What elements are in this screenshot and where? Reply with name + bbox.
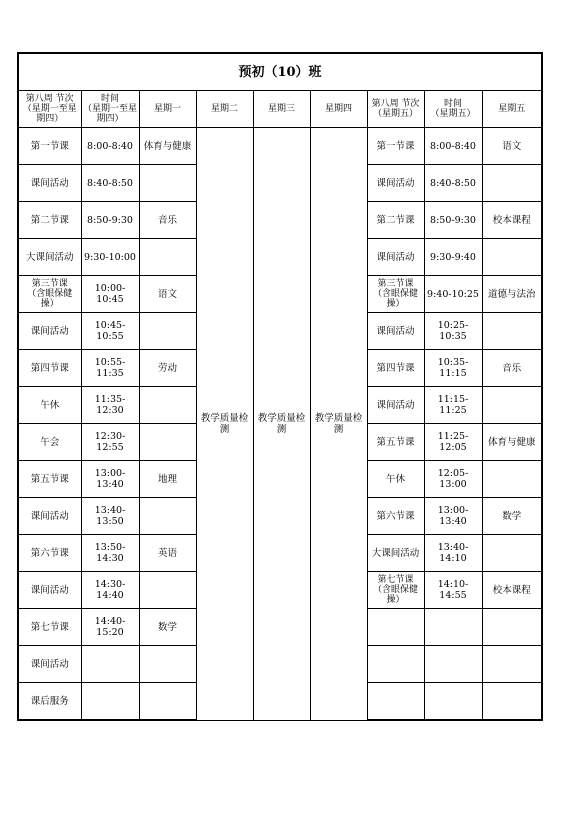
period-cell-mon-thu: 课间活动 — [18, 572, 81, 609]
time-cell-fri: 14:10-14:55 — [424, 572, 482, 609]
period-cell-mon-thu: 第二节课 — [18, 202, 81, 239]
period-cell-mon-thu: 课间活动 — [18, 498, 81, 535]
friday-cell: 道德与法治 — [482, 276, 542, 313]
time-cell-mon-thu: 10:00-10:45 — [81, 276, 139, 313]
period-cell-fri: 课间活动 — [367, 313, 424, 350]
monday-cell — [139, 683, 196, 721]
friday-cell — [482, 535, 542, 572]
period-cell-fri: 课间活动 — [367, 165, 424, 202]
period-cell-mon-thu: 课间活动 — [18, 165, 81, 202]
friday-cell — [482, 387, 542, 424]
header-wednesday: 星期三 — [253, 91, 310, 128]
time-cell-mon-thu: 12:30-12:55 — [81, 424, 139, 461]
time-cell-mon-thu: 14:30-14:40 — [81, 572, 139, 609]
time-cell-fri: 11:15-11:25 — [424, 387, 482, 424]
monday-cell: 地理 — [139, 461, 196, 498]
time-cell-mon-thu — [81, 646, 139, 683]
period-cell-fri: 第一节课 — [367, 128, 424, 165]
header-time-fri: 时间 （星期五） — [424, 91, 482, 128]
title-row — [18, 53, 542, 91]
friday-cell — [482, 313, 542, 350]
monday-cell — [139, 646, 196, 683]
merged-cell-thu: 教学质量检测 — [310, 128, 367, 721]
monday-cell: 英语 — [139, 535, 196, 572]
period-cell-fri: 第七节课 （含眼保健 操） — [367, 572, 424, 609]
merged-cell-wed: 教学质量检测 — [253, 128, 310, 721]
header-monday: 星期一 — [139, 91, 196, 128]
period-cell-fri — [367, 683, 424, 721]
monday-cell — [139, 498, 196, 535]
time-cell-mon-thu: 13:00-13:40 — [81, 461, 139, 498]
header-time-mon-thu: 时间 （星期一至星 期四） — [81, 91, 139, 128]
merged-cell-tue: 教学质量检测 — [196, 128, 253, 721]
monday-cell — [139, 572, 196, 609]
header-row — [18, 91, 542, 128]
time-cell-fri: 10:35-11:15 — [424, 350, 482, 387]
monday-cell — [139, 239, 196, 276]
time-cell-mon-thu: 13:50-14:30 — [81, 535, 139, 572]
period-cell-fri: 午休 — [367, 461, 424, 498]
friday-cell — [482, 609, 542, 646]
period-cell-mon-thu: 课间活动 — [18, 646, 81, 683]
period-cell-fri — [367, 646, 424, 683]
monday-cell: 语文 — [139, 276, 196, 313]
monday-cell: 体育与健康 — [139, 128, 196, 165]
time-cell-fri: 9:30-9:40 — [424, 239, 482, 276]
friday-cell: 校本课程 — [482, 572, 542, 609]
page-title: 预初（10）班 — [18, 53, 542, 91]
time-cell-mon-thu: 8:00-8:40 — [81, 128, 139, 165]
period-cell-mon-thu: 第五节课 — [18, 461, 81, 498]
time-cell-fri — [424, 646, 482, 683]
time-cell-mon-thu: 14:40-15:20 — [81, 609, 139, 646]
period-cell-mon-thu: 午会 — [18, 424, 81, 461]
period-cell-fri: 第五节课 — [367, 424, 424, 461]
period-cell-mon-thu: 午休 — [18, 387, 81, 424]
time-cell-fri — [424, 609, 482, 646]
header-tuesday: 星期二 — [196, 91, 253, 128]
time-cell-fri: 8:40-8:50 — [424, 165, 482, 202]
friday-cell: 体育与健康 — [482, 424, 542, 461]
monday-cell — [139, 313, 196, 350]
time-cell-mon-thu — [81, 683, 139, 721]
time-cell-mon-thu: 9:30-10:00 — [81, 239, 139, 276]
period-cell-fri: 课间活动 — [367, 239, 424, 276]
friday-cell — [482, 646, 542, 683]
friday-cell — [482, 683, 542, 721]
period-cell-fri: 课间活动 — [367, 387, 424, 424]
period-cell-mon-thu: 第七节课 — [18, 609, 81, 646]
time-cell-mon-thu: 10:55-11:35 — [81, 350, 139, 387]
time-cell-fri: 11:25-12:05 — [424, 424, 482, 461]
time-cell-fri: 13:00-13:40 — [424, 498, 482, 535]
period-cell-fri: 第六节课 — [367, 498, 424, 535]
header-period-mon-thu: 第八周 节次 （星期一至星 期四） — [18, 91, 81, 128]
time-cell-mon-thu: 10:45-10:55 — [81, 313, 139, 350]
time-cell-mon-thu: 8:50-9:30 — [81, 202, 139, 239]
time-cell-mon-thu: 13:40-13:50 — [81, 498, 139, 535]
friday-cell: 校本课程 — [482, 202, 542, 239]
time-cell-fri: 10:25-10:35 — [424, 313, 482, 350]
friday-cell — [482, 461, 542, 498]
period-cell-mon-thu: 第三节课 （含眼保健 操） — [18, 276, 81, 313]
friday-cell: 数学 — [482, 498, 542, 535]
table-row — [18, 128, 542, 165]
period-cell-fri — [367, 609, 424, 646]
time-cell-fri: 9:40-10:25 — [424, 276, 482, 313]
header-thursday: 星期四 — [310, 91, 367, 128]
period-cell-mon-thu: 课间活动 — [18, 313, 81, 350]
period-cell-mon-thu: 第六节课 — [18, 535, 81, 572]
period-cell-fri: 第四节课 — [367, 350, 424, 387]
header-period-fri: 第八周 节次 （星期五） — [367, 91, 424, 128]
schedule-table — [17, 52, 543, 721]
friday-cell: 音乐 — [482, 350, 542, 387]
time-cell-mon-thu: 11:35-12:30 — [81, 387, 139, 424]
period-cell-fri: 大课间活动 — [367, 535, 424, 572]
monday-cell — [139, 424, 196, 461]
period-cell-mon-thu: 大课间活动 — [18, 239, 81, 276]
period-cell-fri: 第二节课 — [367, 202, 424, 239]
period-cell-fri: 第三节课 （含眼保健 操） — [367, 276, 424, 313]
time-cell-mon-thu: 8:40-8:50 — [81, 165, 139, 202]
period-cell-mon-thu: 第四节课 — [18, 350, 81, 387]
monday-cell: 数学 — [139, 609, 196, 646]
monday-cell: 音乐 — [139, 202, 196, 239]
time-cell-fri: 8:50-9:30 — [424, 202, 482, 239]
friday-cell — [482, 165, 542, 202]
period-cell-mon-thu: 第一节课 — [18, 128, 81, 165]
time-cell-fri: 12:05-13:00 — [424, 461, 482, 498]
time-cell-fri: 8:00-8:40 — [424, 128, 482, 165]
monday-cell — [139, 387, 196, 424]
friday-cell: 语文 — [482, 128, 542, 165]
monday-cell: 劳动 — [139, 350, 196, 387]
header-friday: 星期五 — [482, 91, 542, 128]
friday-cell — [482, 239, 542, 276]
period-cell-mon-thu: 课后服务 — [18, 683, 81, 721]
time-cell-fri — [424, 683, 482, 721]
monday-cell — [139, 165, 196, 202]
time-cell-fri: 13:40-14:10 — [424, 535, 482, 572]
